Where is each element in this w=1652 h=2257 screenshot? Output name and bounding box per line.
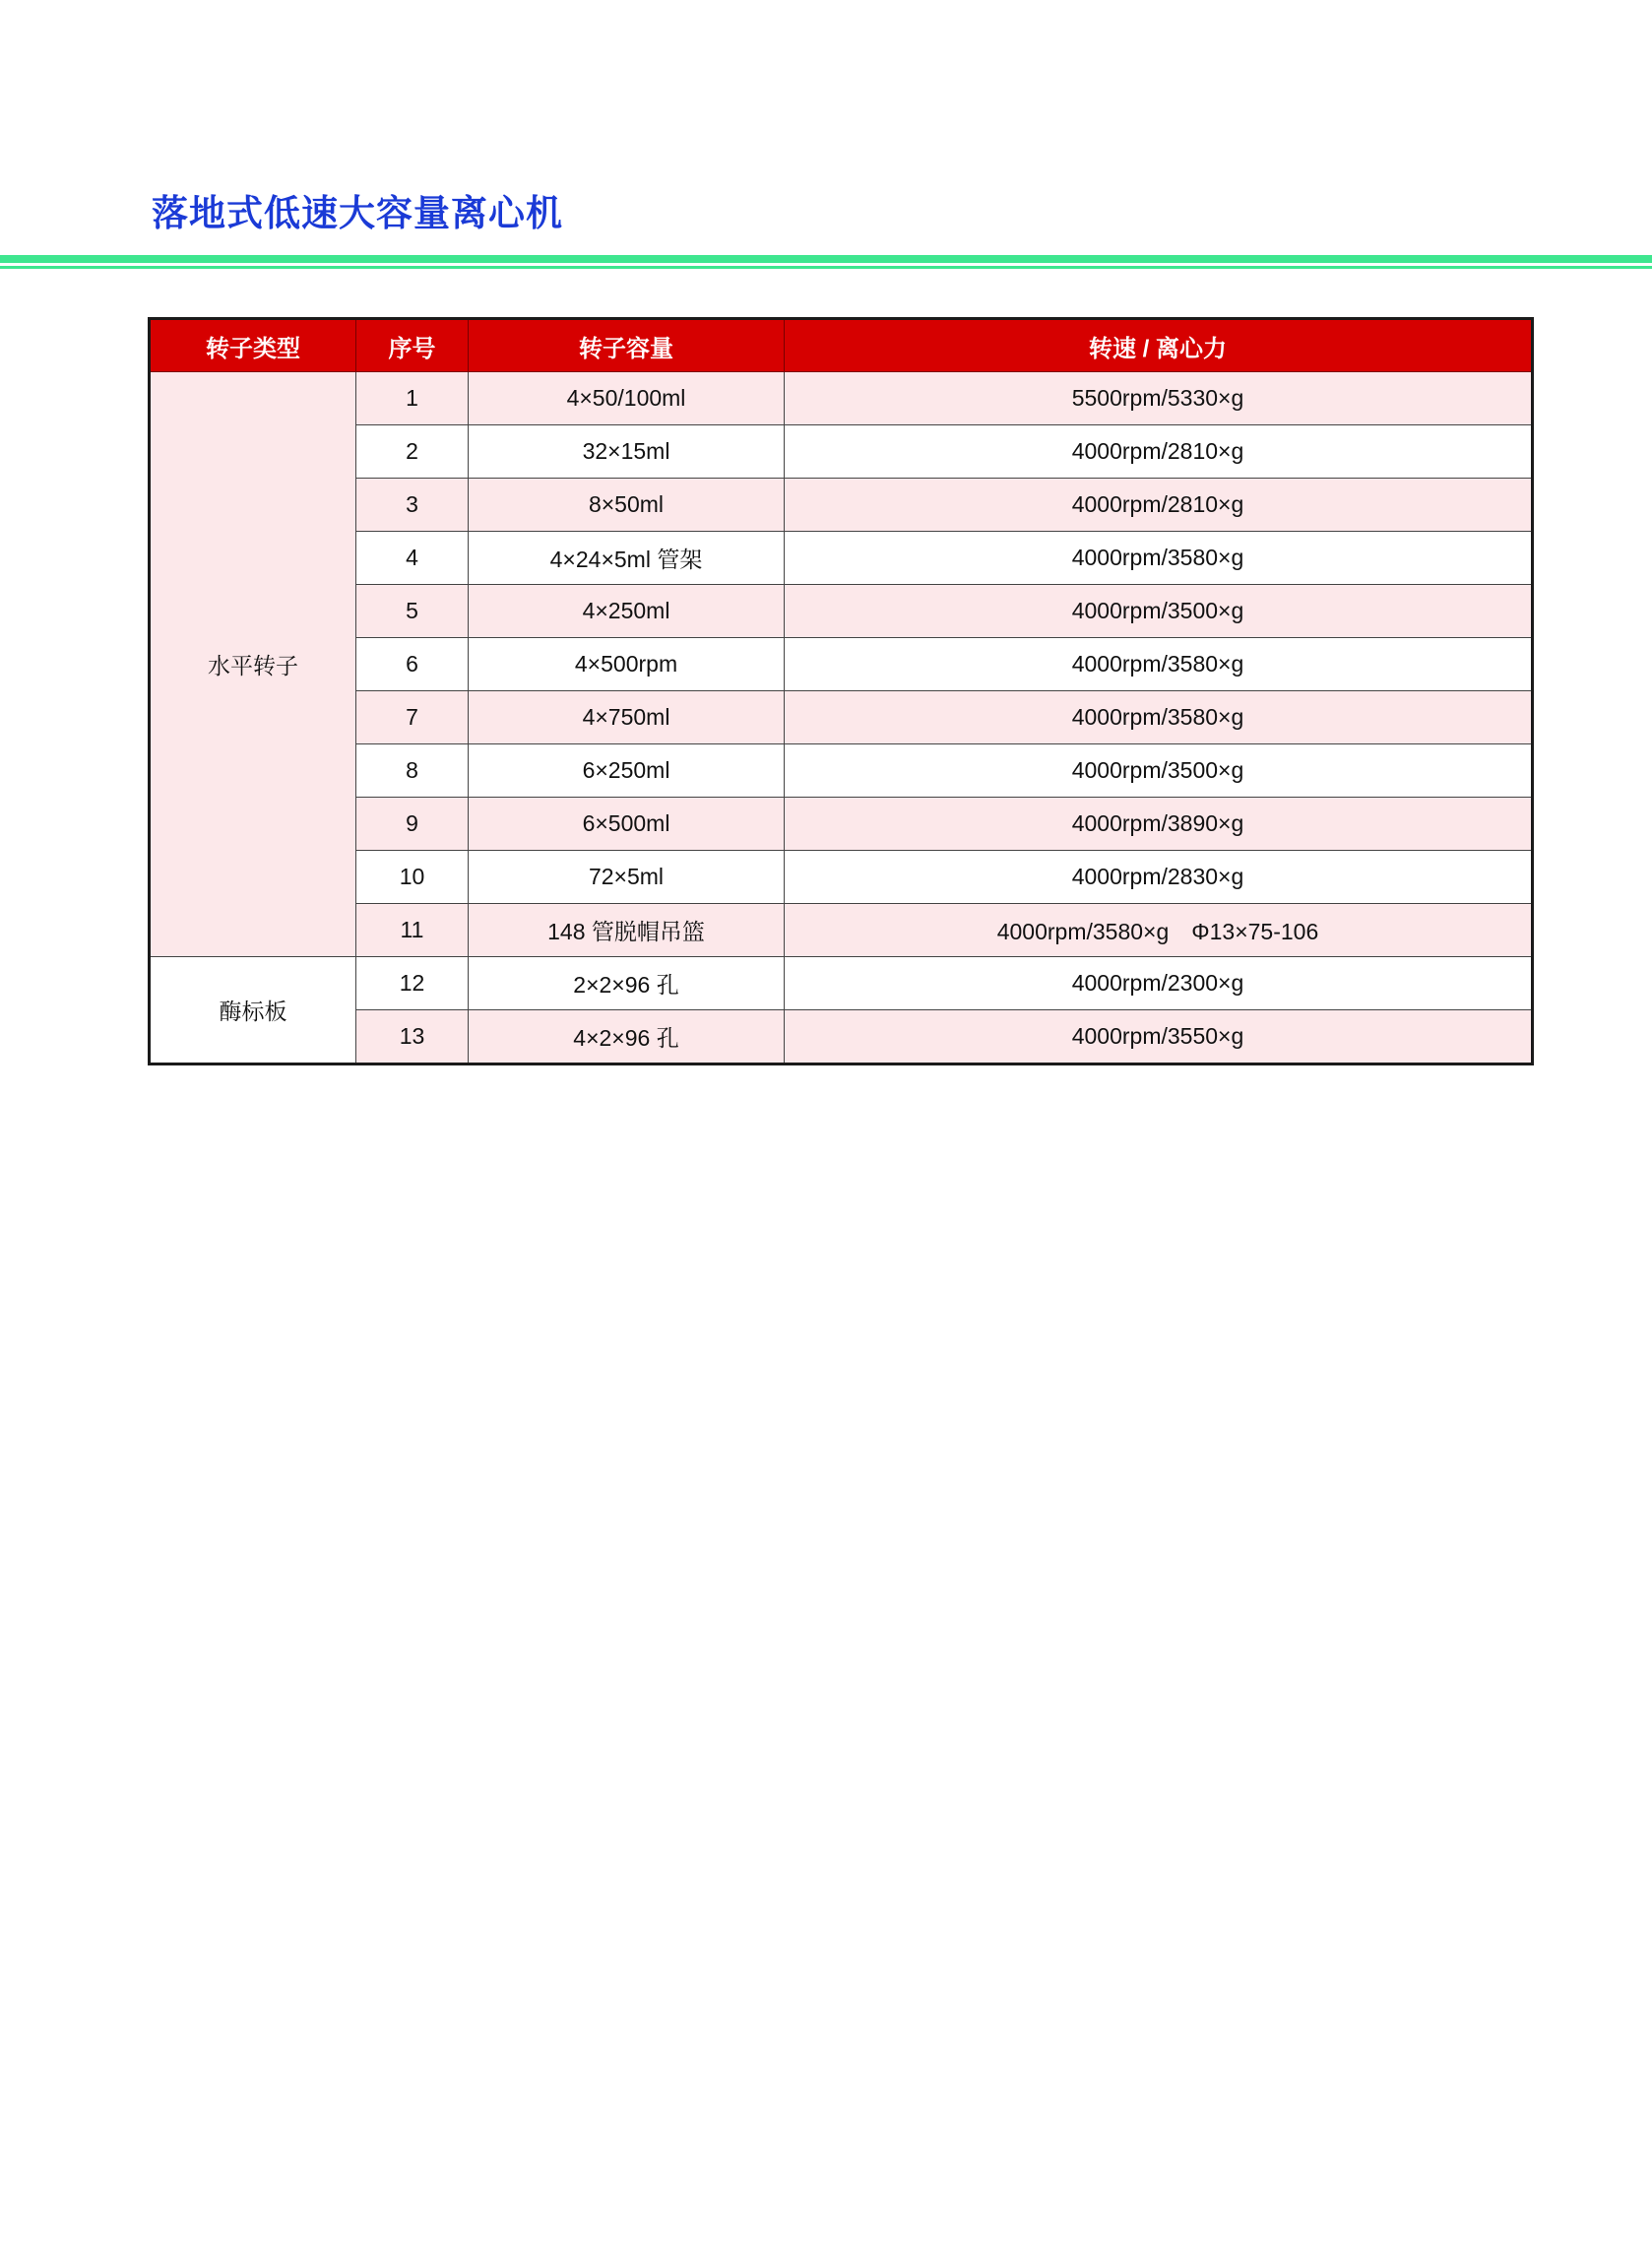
index-cell: 4 xyxy=(356,532,469,585)
capacity-cell: 72×5ml xyxy=(469,851,785,904)
table-row xyxy=(150,691,1533,744)
speed-cell: 4000rpm/2810×g xyxy=(785,425,1533,479)
table-row xyxy=(150,744,1533,798)
index-cell: 9 xyxy=(356,798,469,851)
capacity-cell: 32×15ml xyxy=(469,425,785,479)
speed-cell: 4000rpm/2300×g xyxy=(785,957,1533,1010)
header-index: 序号 xyxy=(356,319,469,372)
index-cell: 5 xyxy=(356,585,469,638)
table-row xyxy=(150,798,1533,851)
table-row xyxy=(150,1010,1533,1064)
speed-cell: 4000rpm/3580×g xyxy=(785,638,1533,691)
header-speed: 转速 / 离心力 xyxy=(785,319,1533,372)
header-rotor-type: 转子类型 xyxy=(150,319,356,372)
speed-cell: 4000rpm/3500×g xyxy=(785,744,1533,798)
table-row xyxy=(150,638,1533,691)
index-cell: 8 xyxy=(356,744,469,798)
speed-cell: 4000rpm/3890×g xyxy=(785,798,1533,851)
speed-cell: 4000rpm/2810×g xyxy=(785,479,1533,532)
index-cell: 13 xyxy=(356,1010,469,1064)
index-cell: 2 xyxy=(356,425,469,479)
index-cell: 1 xyxy=(356,372,469,425)
table-row xyxy=(150,904,1533,957)
table-row xyxy=(150,851,1533,904)
index-cell: 12 xyxy=(356,957,469,1010)
index-cell: 10 xyxy=(356,851,469,904)
header-capacity: 转子容量 xyxy=(469,319,785,372)
index-cell: 11 xyxy=(356,904,469,957)
capacity-cell: 4×2×96 孔 xyxy=(469,1010,785,1064)
capacity-cell: 4×750ml xyxy=(469,691,785,744)
table-row xyxy=(150,479,1533,532)
page-title: 落地式低速大容量离心机 xyxy=(152,192,563,234)
table-row xyxy=(150,957,1533,1010)
table-row xyxy=(150,532,1533,585)
title-divider-thin xyxy=(0,266,1652,269)
speed-cell: 4000rpm/3500×g xyxy=(785,585,1533,638)
capacity-cell: 4×50/100ml xyxy=(469,372,785,425)
capacity-cell: 4×250ml xyxy=(469,585,785,638)
speed-cell: 4000rpm/3580×g Φ13×75-106 xyxy=(785,904,1533,957)
table-header-row xyxy=(150,319,1533,372)
table-row xyxy=(150,585,1533,638)
capacity-cell: 6×500ml xyxy=(469,798,785,851)
capacity-cell: 4×500rpm xyxy=(469,638,785,691)
table-row xyxy=(150,372,1533,425)
speed-cell: 5500rpm/5330×g xyxy=(785,372,1533,425)
speed-cell: 4000rpm/3580×g xyxy=(785,532,1533,585)
capacity-cell: 6×250ml xyxy=(469,744,785,798)
table-row xyxy=(150,425,1533,479)
rotor-type-cell: 酶标板 xyxy=(150,957,356,1064)
speed-cell: 4000rpm/2830×g xyxy=(785,851,1533,904)
capacity-cell: 148 管脱帽吊篮 xyxy=(469,904,785,957)
capacity-cell: 4×24×5ml 管架 xyxy=(469,532,785,585)
rotor-spec-table xyxy=(148,317,1534,1065)
index-cell: 7 xyxy=(356,691,469,744)
speed-cell: 4000rpm/3580×g xyxy=(785,691,1533,744)
index-cell: 6 xyxy=(356,638,469,691)
rotor-type-cell: 水平转子 xyxy=(150,372,356,957)
capacity-cell: 8×50ml xyxy=(469,479,785,532)
title-divider-thick xyxy=(0,255,1652,263)
speed-cell: 4000rpm/3550×g xyxy=(785,1010,1533,1064)
index-cell: 3 xyxy=(356,479,469,532)
capacity-cell: 2×2×96 孔 xyxy=(469,957,785,1010)
